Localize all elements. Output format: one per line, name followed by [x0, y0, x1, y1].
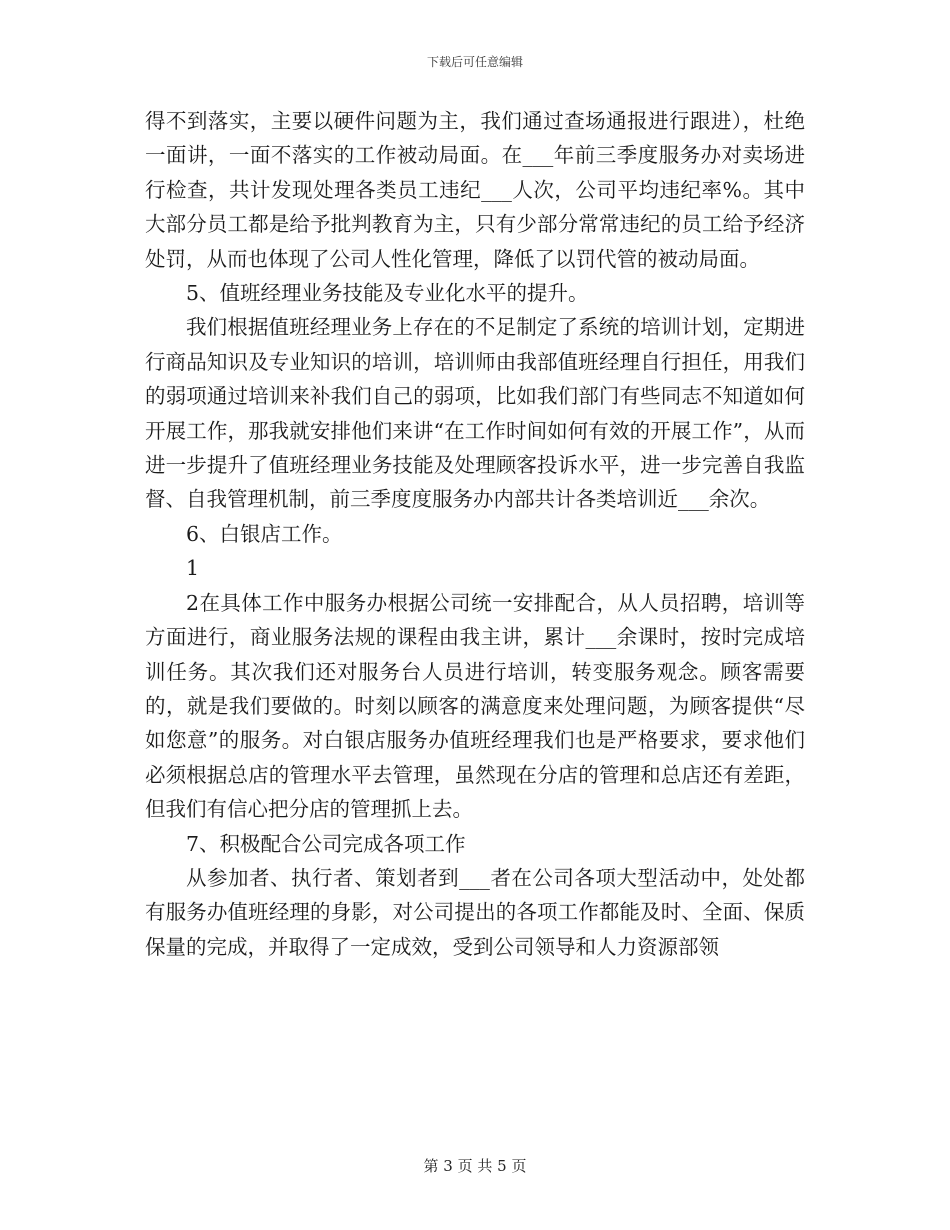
page-header-note: 下载后可任意编辑: [426, 55, 523, 69]
page-number-footer: 第 3 页 共 5 页: [423, 1157, 527, 1175]
section-heading-6: 6、白银店工作。: [186, 521, 343, 546]
paragraph: 从参加者、执行者、策划者到___者在公司各项大型活动中，处处都有服务办值班经理的身影，对公司提出的各项工作都能及时、全面、保质保量的完成，并取得了一定成效，受到公司领导和人力资源部领: [145, 865, 805, 959]
list-number: 1: [186, 556, 200, 581]
paragraph: 我们根据值班经理业务上存在的不足制定了系统的培训计划，定期进行商品知识及专业知识的培训，培训师由我部值班经理自行担任，用我们的弱项通过培训来补我们自己的弱项，比如我们部门有些同志不知道如何开展工作，那我就安排他们来讲“在工作时间如何有效的开展工作”，从而进一步提升了值班经理业务技能及处理顾客投诉水平，进一步完善自我监督、自我管理机制，前三季度度服务办内部共计各类培训近___余次。: [145, 315, 805, 512]
section-heading-5: 5、值班经理业务技能及专业化水平的提升。: [186, 281, 589, 306]
paragraph: 得不到落实，主要以硬件问题为主，我们通过查场通报进行跟进），杜绝一面讲，一面不落实的工作被动局面。在___年前三季度服务办对卖场进行检查，共计发现处理各类员工违纪___人次，公司平均违纪率%。其中大部分员工都是给予批判教育为主，只有少部分常常违纪的员工给予经济处罚，从而也体现了公司人性化管理，降低了以罚代管的被动局面。: [145, 109, 805, 271]
section-heading-7: 7、积极配合公司完成各项工作: [186, 831, 466, 856]
paragraph: 2在具体工作中服务办根据公司统一安排配合，从人员招聘，培训等方面进行，商业服务法规的课程由我主讲，累计___余课时，按时完成培训任务。其次我们还对服务台人员进行培训，转变服务观念。顾客需要的，就是我们要做的。时刻以顾客的满意度来处理问题，为顾客提供“尽如您意”的服务。对白银店服务办值班经理我们也是严格要求，要求他们必须根据总店的管理水平去管理，虽然现在分店的管理和总店还有差距，但我们有信心把分店的管理抓上去。: [145, 590, 805, 822]
document-body: [145, 104, 805, 964]
